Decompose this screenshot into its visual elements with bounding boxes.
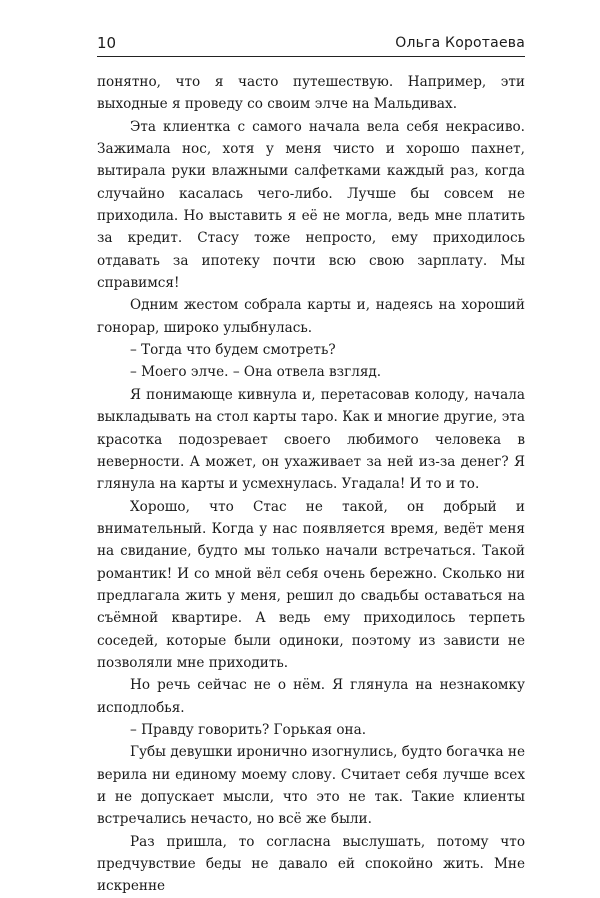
paragraph: Раз пришла, то согласна выслушать, потому что предчувствие беды не давало ей спокойно жить. Мне искренне [97,833,525,895]
paragraph: Я понимающе кивнула и, перетасовав колоду, начала выкладывать на стол карты таро. Как и многие другие, эта красотка подозревает своего любимого человека в неверности. А может, он ухаживает за ней из-за денег? Я глянула на карты и усмехнулась. Угадала! И то и то. [97,386,525,493]
paragraph: Губы девушки иронично изогнулись, будто богачка не верила ни единому моему слову. Считает себя лучше всех и не допускает мысли, что это не так. Такие клиенты встречались нечасто, но всё же были. [97,744,525,828]
book-page [97,34,525,898]
paragraph: Эта клиентка с самого начала вела себя некрасиво. Зажимала нос, хотя у меня чисто и хорошо пахнет, вытирала руки влажными салфетками каждый раз, когда случайно касалась чего-либо. Лучше бы совсем не приходила. Но выставить я её не могла, ведь мне платить за кредит. Стасу тоже непросто, ему приходилось отдавать за ипотеку почти всю свою зарплату. Мы справимся! [97,118,525,292]
paragraph: Но речь сейчас не о нём. Я глянула на незнакомку исподлобья. [97,677,525,716]
dialogue-line: – Моего элче. – Она отвела взгляд. [130,364,382,381]
running-header [97,34,525,57]
paragraph: понятно, что я часто путешествую. Например, эти выходные я проведу со своим элче на Мальдивах. [97,74,525,113]
paragraph: Одним жестом собрала карты и, надеясь на хороший гонорар, широко улыбнулась. [97,297,525,336]
dialogue-line: – Правду говорить? Горькая она. [130,721,367,738]
dialogue-line: – Тогда что будем смотреть? [130,342,336,359]
page-number: 10 [97,34,117,52]
body-text [97,71,525,898]
paragraph: Хорошо, что Стас не такой, он добрый и внимательный. Когда у нас появляется время, ведёт меня на свидание, будто мы только начали встречаться. Такой романтик! И со мной вёл себя очень бережно. Сколько ни предлагала жить у меня, решил до свадьбы оставаться на съёмной квартире. А ведь ему приходилось терпеть соседей, которые были одиноки, поэтому из зависти не позволяли мне приходить. [97,498,525,671]
author-name: Ольга Коротаева [395,35,525,51]
